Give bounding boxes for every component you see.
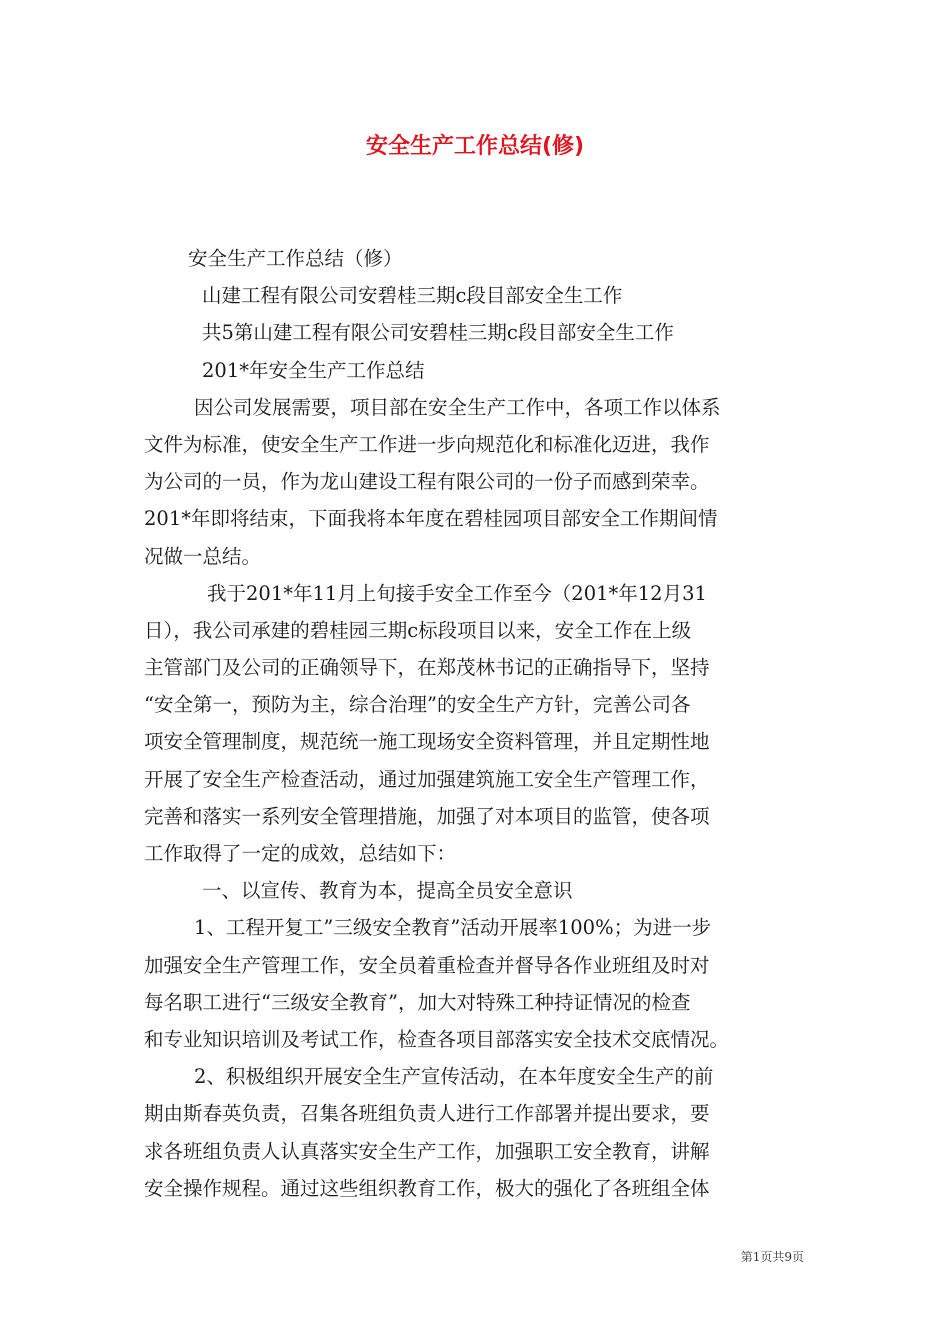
paragraph-line: 完善和落实一系列安全管理措施，加强了对本项目的监管，使各项 — [144, 804, 710, 828]
paragraph-line: 每名职工进行“三级安全教育”，加大对特殊工种持证情况的检查 — [144, 990, 691, 1014]
document-title: 安全生产工作总结(修) — [365, 134, 585, 159]
paragraph-line: 期由斯春英负责，召集各班组负责人进行工作部署并提出要求，要 — [144, 1102, 710, 1126]
paragraph-line: 201*年即将结束，下面我将本年度在碧桂园项目部安全工作期间情 — [144, 507, 718, 531]
paragraph-line: 况做一总结。 — [144, 544, 262, 568]
paragraph-line: 求各班组负责人认真落实安全生产工作，加强职工安全教育，讲解 — [144, 1139, 710, 1163]
paragraph-line: 和专业知识培训及考试工作，检查各项目部落实安全技术交底情况。 — [144, 1027, 730, 1051]
paragraph-line: 1、工程开复工”三级安全教育”活动开展率100%；为进一步 — [194, 916, 712, 940]
paragraph-line: 安全生产工作总结（修） — [188, 247, 403, 270]
paragraph-line: 开展了安全生产检查活动，通过加强建筑施工安全生产管理工作， — [144, 767, 710, 791]
paragraph-line: 共5第山建工程有限公司安碧桂三期c段目部安全生工作 — [202, 321, 674, 345]
paragraph-line: 201*年安全生产工作总结 — [202, 358, 425, 382]
paragraph-line: 山建工程有限公司安碧桂三期c段目部安全生工作 — [202, 284, 623, 308]
paragraph-line: 为公司的一员，作为龙山建设工程有限公司的一份子而感到荣幸。 — [144, 470, 710, 494]
paragraph-line: “安全第一，预防为主，综合治理”的安全生产方针，完善公司各 — [144, 693, 691, 717]
section-heading: 一、以宣传、教育为本，提高全员安全意识 — [202, 879, 573, 903]
paragraph-line: 因公司发展需要，项目部在安全生产工作中，各项工作以体系 — [194, 395, 721, 419]
paragraph-line: 加强安全生产管理工作，安全员着重检查并督导各作业班组及时对 — [144, 953, 710, 977]
paragraph-line: 工作取得了一定的成效，总结如下： — [144, 842, 457, 865]
page-number: 第1页共9页 — [740, 1250, 804, 1264]
paragraph-line: 安全操作规程。通过这些组织教育工作，极大的强化了各班组全体 — [144, 1176, 710, 1200]
paragraph-line: 我于201*年11月上旬接手安全工作至今（201*年12月31 — [207, 581, 707, 605]
paragraph-line: 2、积极组织开展安全生产宣传活动，在本年度安全生产的前 — [194, 1065, 714, 1089]
paragraph-line: 文件为标准，使安全生产工作进一步向规范化和标准化迈进，我作 — [144, 432, 710, 456]
paragraph-line: 日），我公司承建的碧桂园三期c标段项目以来，安全工作在上级 — [144, 618, 692, 642]
paragraph-line: 主管部门及公司的正确领导下，在郑茂林书记的正确指导下，坚持 — [144, 656, 710, 680]
paragraph-line: 项安全管理制度，规范统一施工现场安全资料管理，并且定期性地 — [144, 730, 710, 754]
document-body — [144, 240, 808, 1207]
